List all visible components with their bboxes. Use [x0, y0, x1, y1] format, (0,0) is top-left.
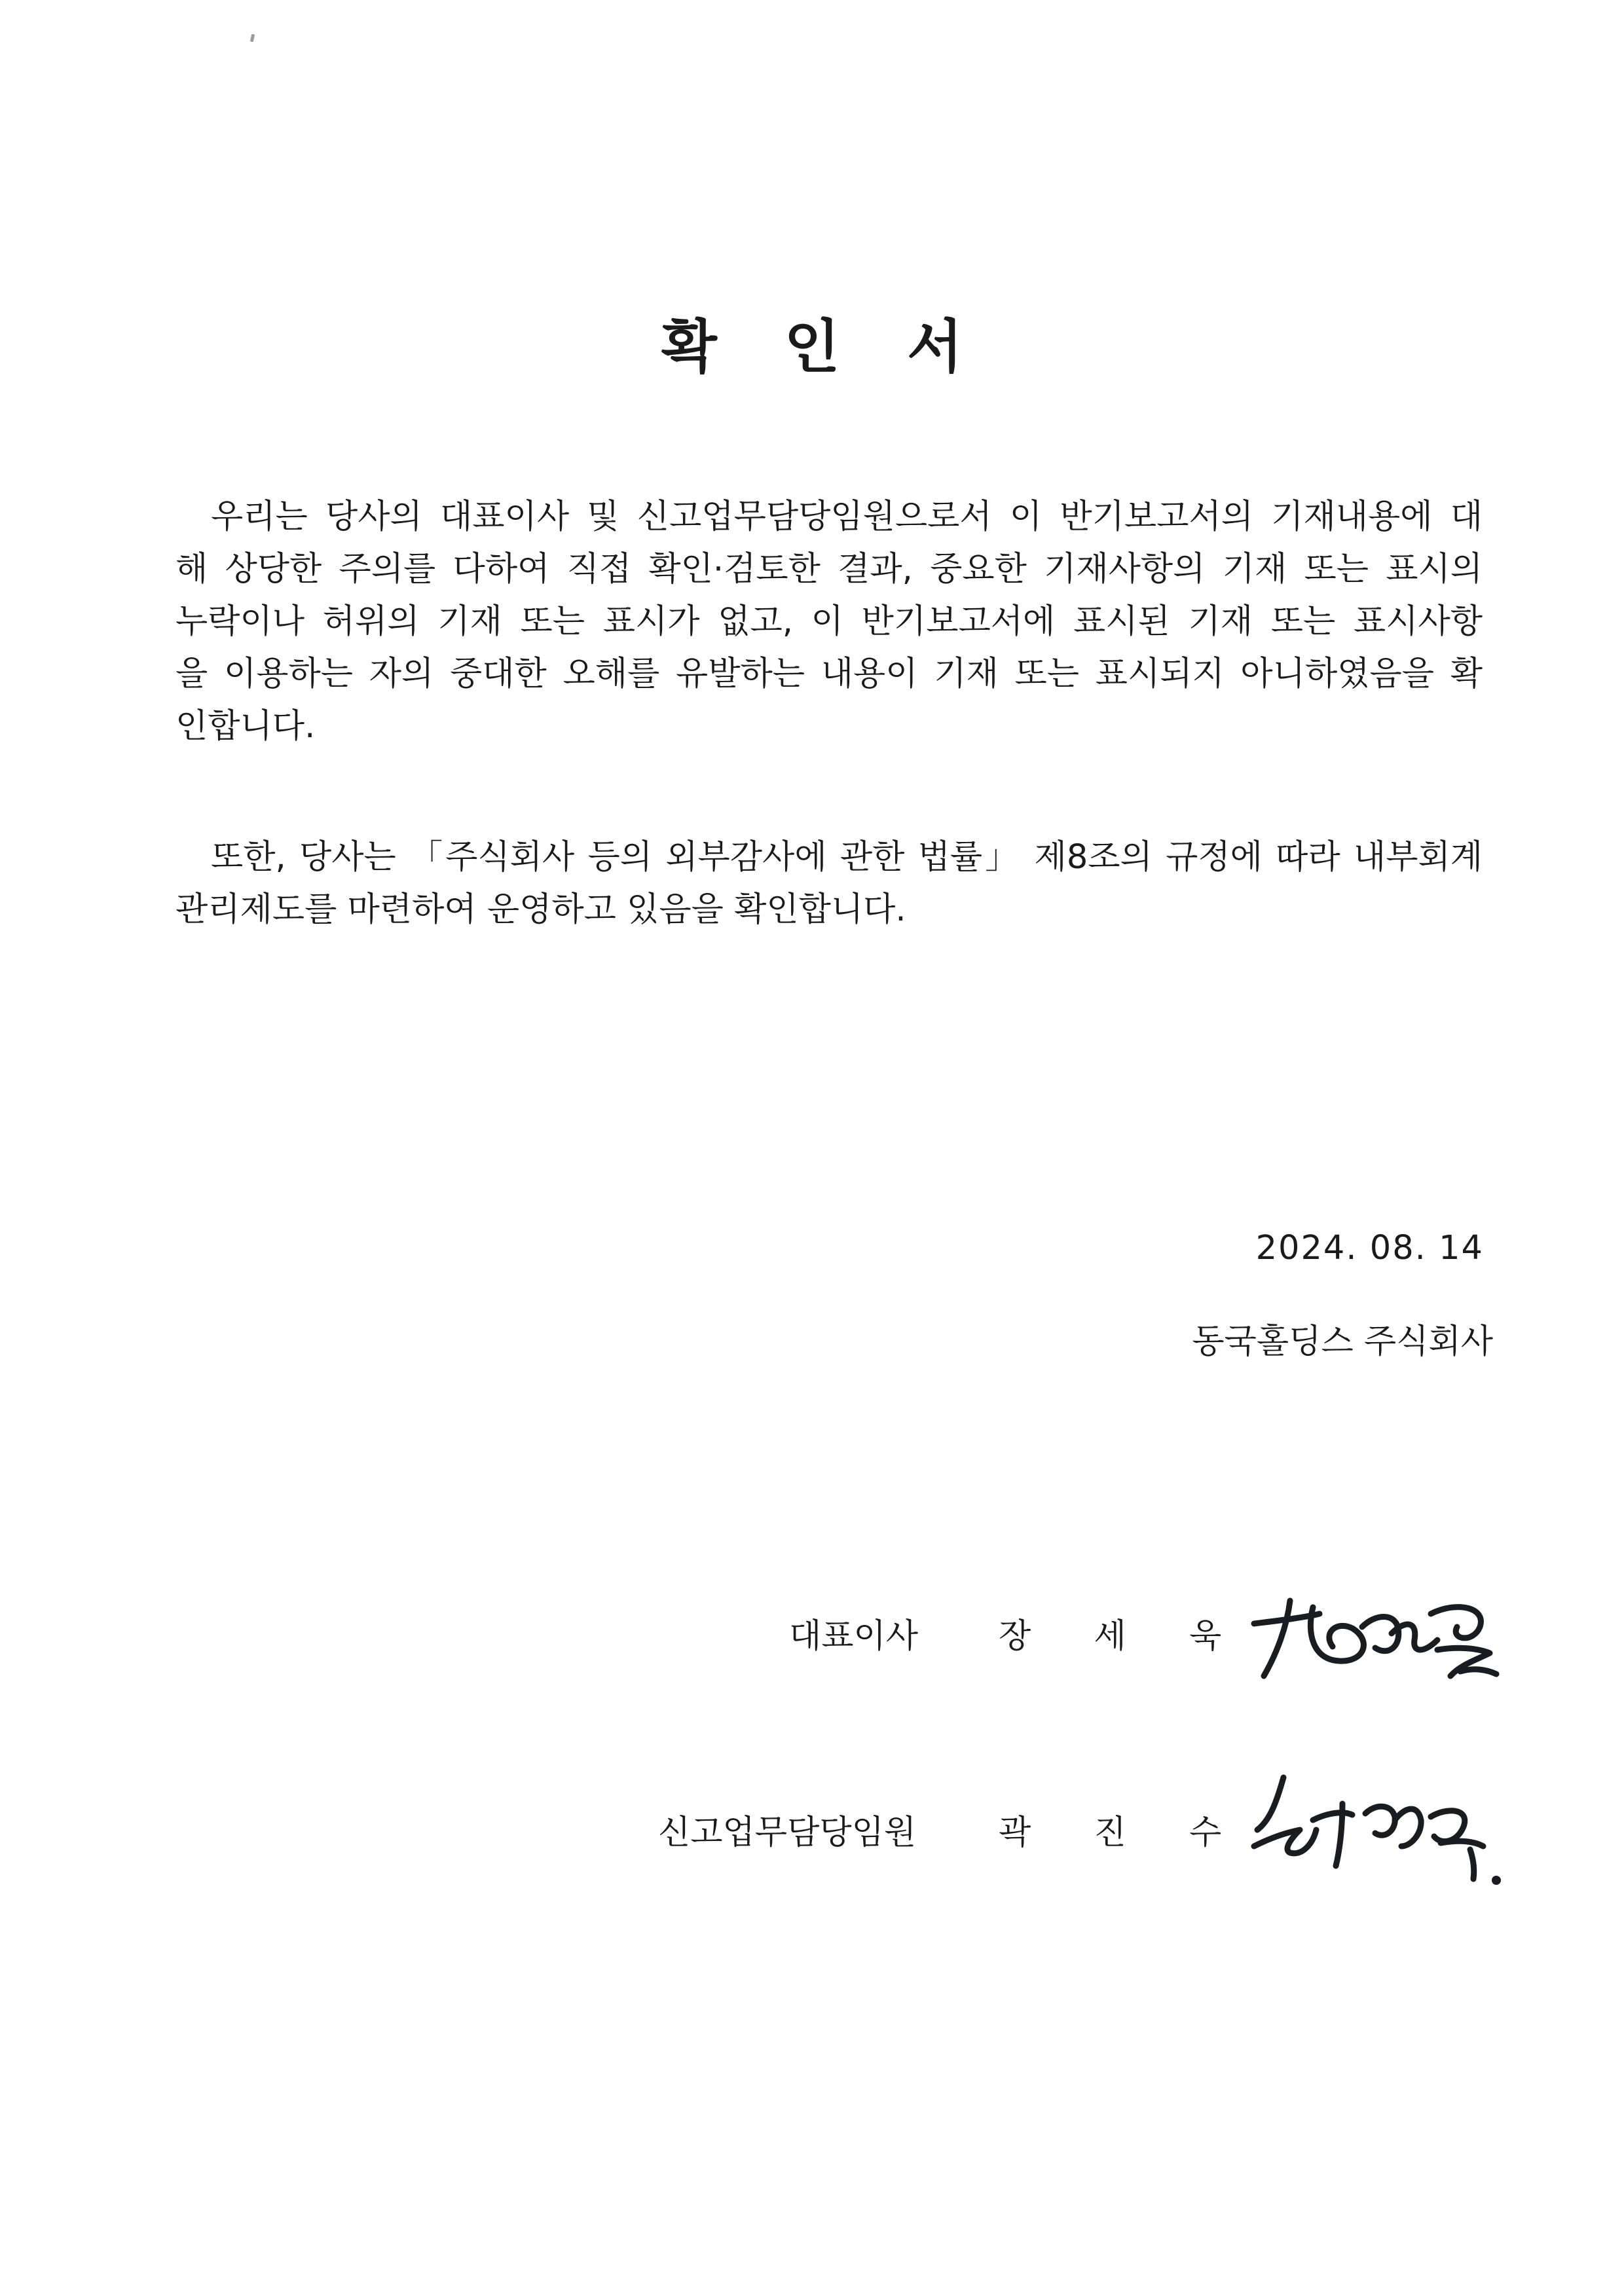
- company-name: 동국홀딩스 주식회사: [1192, 1322, 1493, 1361]
- document-date: 2024. 08. 14: [1255, 1229, 1484, 1267]
- paragraph-line: 우리는 당사의 대표이사 및 신고업무담당임원으로서 이 반기보고서의 기재내용에 대: [211, 498, 1483, 536]
- paragraph-line: 관리제도를 마련하여 운영하고 있음을 확인합니다.: [175, 890, 906, 929]
- paragraph-line: 을 이용하는 자의 중대한 오해를 유발하는 내용이 기재 또는 표시되지 아니하였음을 확: [175, 655, 1483, 693]
- document-title: 확 인 서: [661, 313, 987, 380]
- ceo-signature: [1241, 1588, 1503, 1686]
- scan-speck: [250, 34, 255, 43]
- paragraph-line: 해 상당한 주의를 다하여 직접 확인·검토한 결과, 중요한 기재사항의 기재 또는 표시의: [175, 550, 1483, 589]
- internal-control-paragraph: [175, 831, 1483, 936]
- paragraph-line: 또한, 당사는 「주식회사 등의 외부감사에 관한 법률」 제8조의 규정에 따라 내부회계: [211, 838, 1483, 877]
- ceo-name: 장 세 욱: [999, 1617, 1248, 1656]
- officer-name: 곽 진 수: [999, 1813, 1248, 1852]
- officer-role: 신고업무담당임원: [658, 1813, 917, 1852]
- ceo-role: 대표이사: [789, 1617, 919, 1656]
- confirmation-paragraph: [175, 491, 1483, 753]
- paragraph-line: 인합니다.: [175, 707, 316, 746]
- officer-signature: [1244, 1768, 1506, 1892]
- paragraph-line: 누락이나 허위의 기재 또는 표시가 없고, 이 반기보고서에 표시된 기재 또는 표시사항: [175, 602, 1483, 641]
